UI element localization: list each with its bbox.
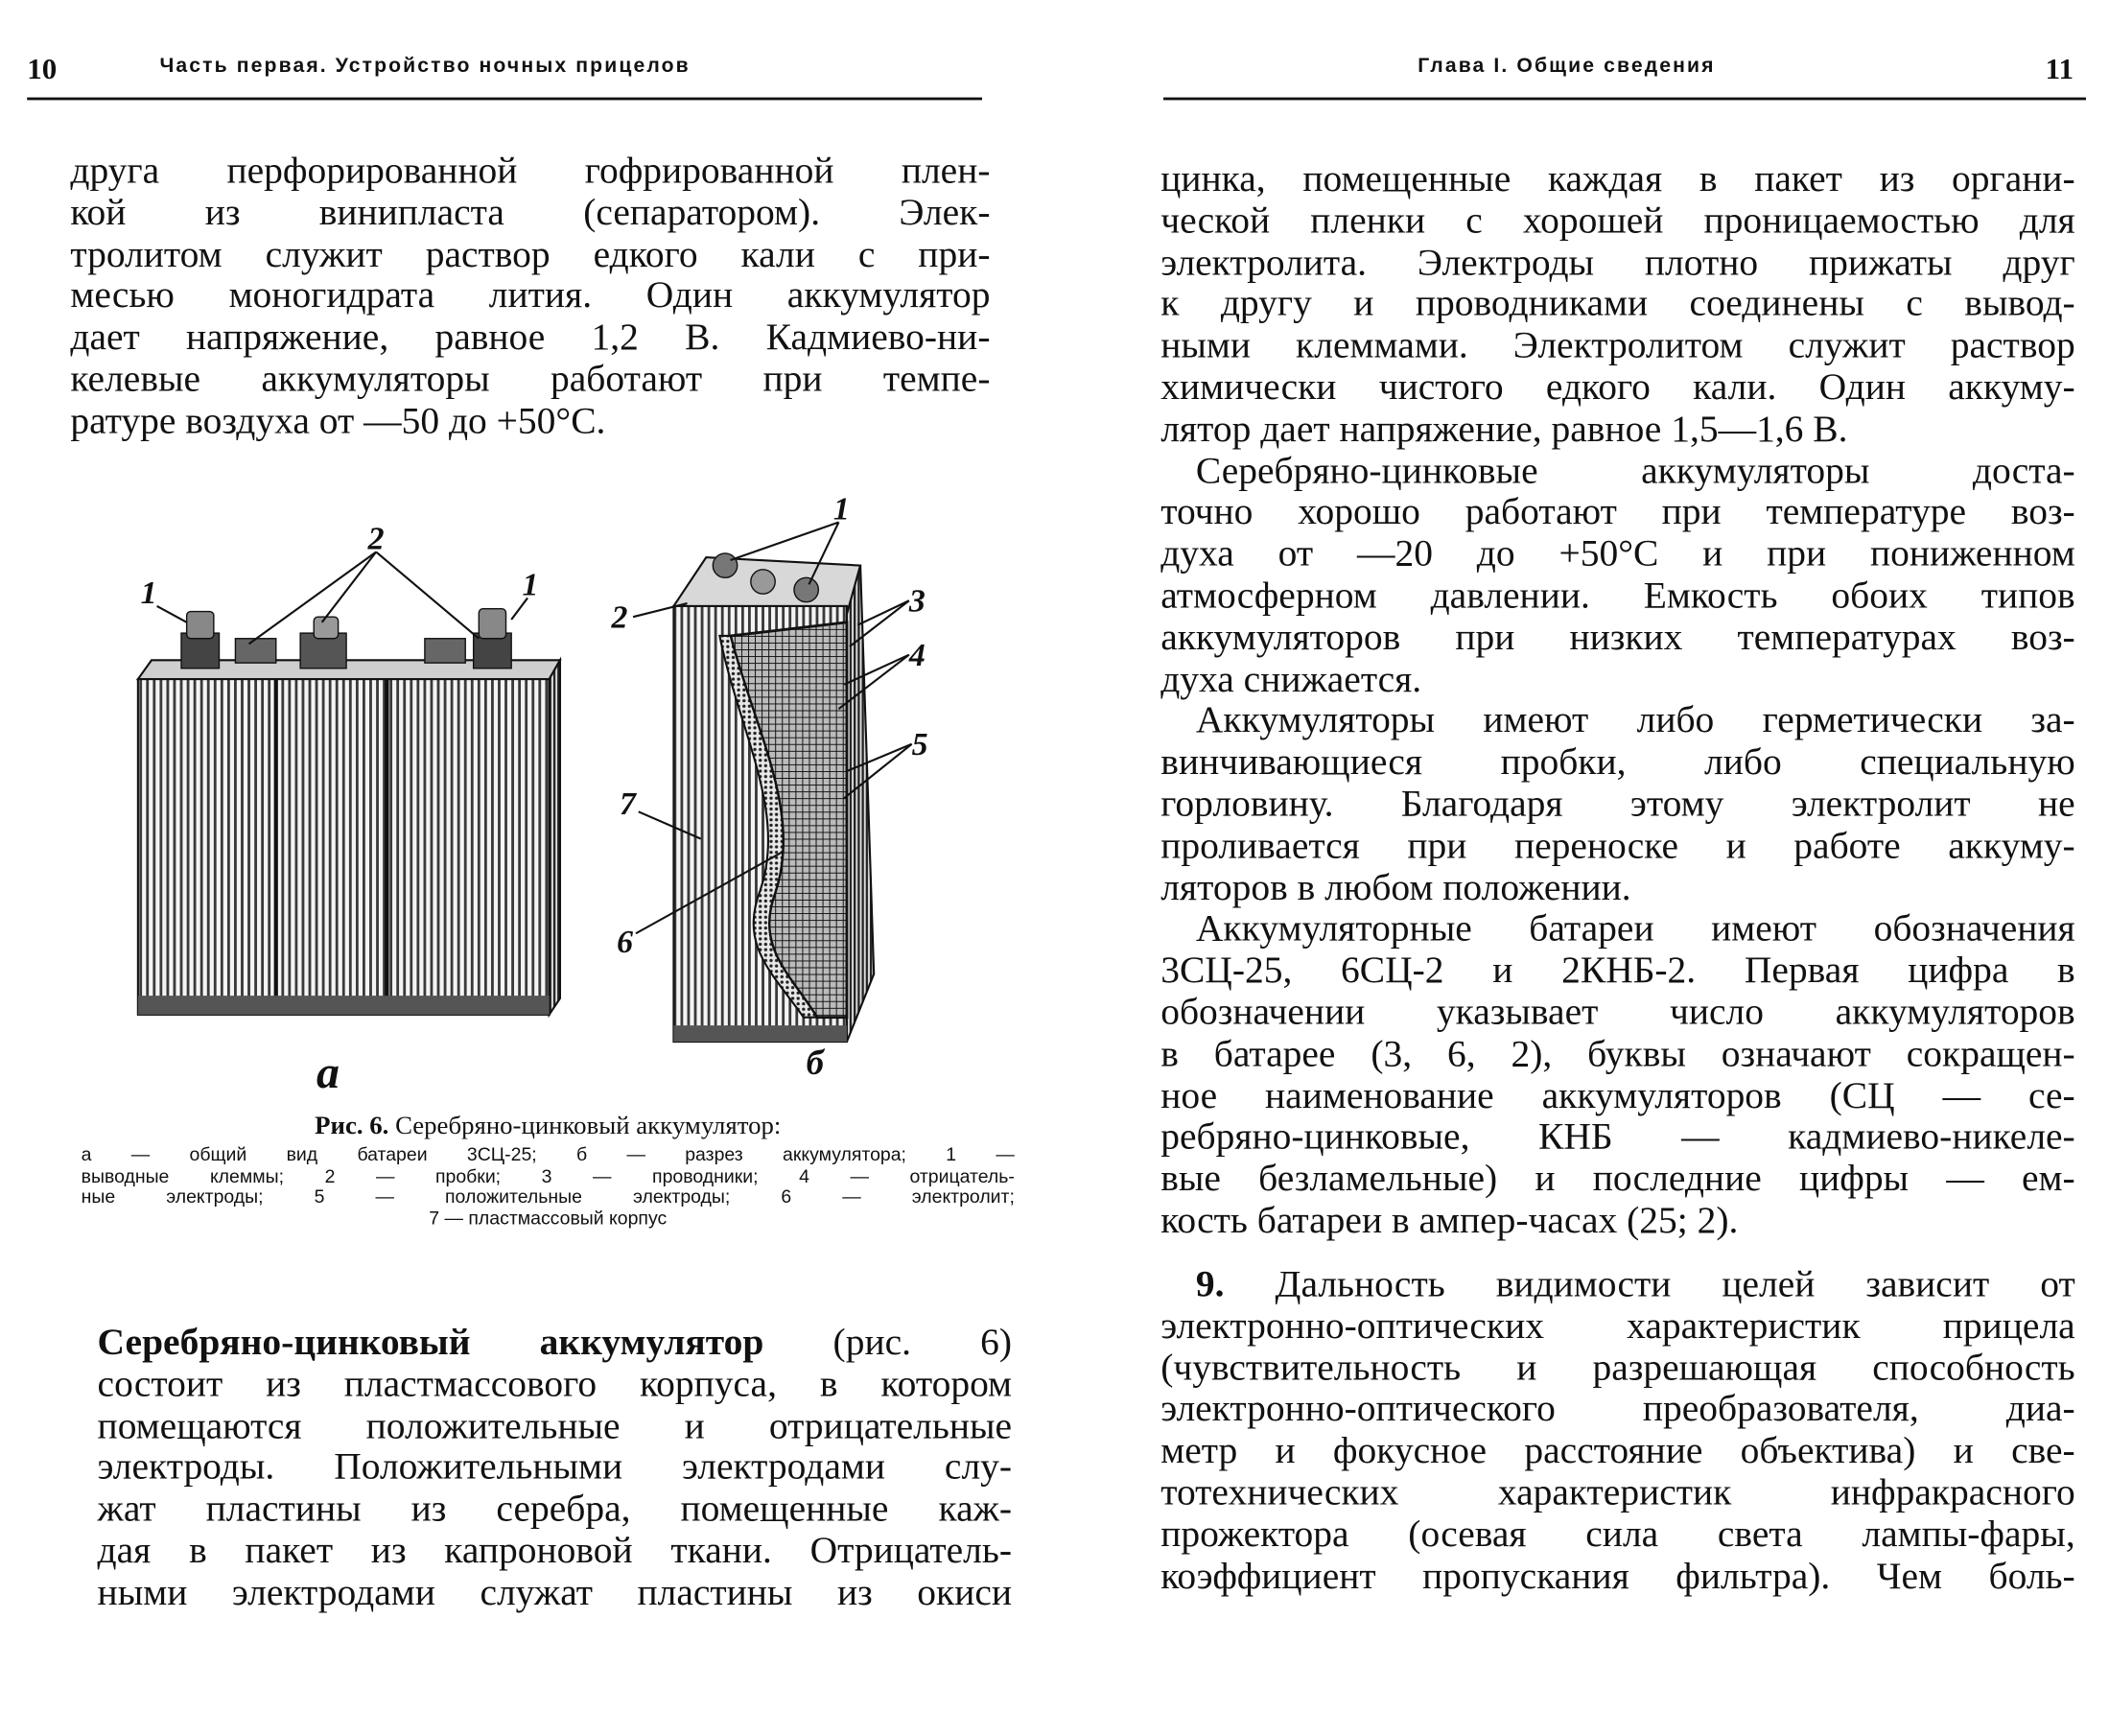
label-negative-electrodes: 4 — [908, 637, 926, 673]
right-text-line: духа от —20 до +50°С и при пониженном — [1160, 532, 2075, 575]
right-page-number: 11 — [2045, 51, 2074, 85]
paragraph-9-first-line — [1160, 1265, 2074, 1306]
caption-legend — [82, 1144, 1015, 1228]
paragraph-9-line: электронно-оптического преобразователя, диа- — [1160, 1388, 2075, 1431]
right-text-line: химически чистого едкого кали. Один аккуму- — [1160, 366, 2075, 409]
left-top-line: тролитом служит раствор едкого кали с при- — [70, 233, 991, 276]
label-terminal-right: 1 — [522, 567, 539, 603]
caption-legend-line: выводные клеммы; 2 — пробки; 3 — проводники; 4 — отрицатель- — [81, 1165, 1015, 1186]
right-text-line: ребряно-цинковые, КНБ — кадмиево-никеле- — [1160, 1116, 2075, 1159]
right-text-line: горловину. Благодаря этому электролит не — [1160, 783, 2075, 826]
left-bottom-line: электроды. Положительными электродами слу- — [97, 1446, 1013, 1490]
right-text-line: ческой пленки с хорошей проницаемостью для — [1160, 199, 2075, 243]
right-text-line: винчивающиеся пробки, либо специальную — [1160, 741, 2075, 784]
right-text-line: точно хорошо работают при температуре воз- — [1160, 491, 2075, 534]
label-terminal-section: 1 — [832, 491, 850, 528]
left-top-line: месью моногидрата лития. Один аккумулятор — [70, 274, 991, 317]
caption-legend-line: 7 — пластмассовый корпус — [429, 1207, 668, 1229]
right-text-line: 3СЦ-25, 6СЦ-2 и 2КНБ-2. Первая цифра в — [1160, 950, 2075, 993]
figure-caption — [82, 1112, 1015, 1228]
left-bottom-line: дая в пакет из капроновой ткани. Отрицатель- — [97, 1530, 1013, 1572]
battery-general-view — [138, 609, 560, 1015]
label-plugs: 2 — [367, 521, 385, 557]
right-text-line: в батарее (3, 6, 2), буквы означают сокращен- — [1160, 1033, 2075, 1075]
paragraph-9-lines — [1160, 1306, 2074, 1598]
label-case: 7 — [620, 786, 636, 823]
left-bottom-line: жат пластины из серебра, помещенные каж- — [97, 1488, 1013, 1531]
caption-title-text: Серебряно-цинковый аккумулятор: — [395, 1112, 782, 1141]
label-electrolyte: 6 — [617, 924, 634, 960]
left-bottom-line: ными электродами служат пластины из окиси — [97, 1571, 1013, 1614]
left-bottom-line: помещаются положительные и отрицательные — [97, 1404, 1013, 1447]
label-view-b: б — [806, 1042, 824, 1082]
paragraph-9-line: прожектора (осевая сила света лампы-фары, — [1160, 1513, 2075, 1556]
left-top-line: ратуре воздуха от —50 до +50°С. — [70, 400, 606, 442]
caption-legend-line: ные электроды; 5 — положительные электроды; 6 — электролит; — [81, 1186, 1015, 1208]
right-text-line: лятор дает напряжение, равное 1,5—1,6 В. — [1160, 408, 1848, 451]
right-text-line: кость батареи в ампер-часах (25; 2). — [1160, 1200, 1739, 1242]
left-page-number: 10 — [27, 51, 58, 85]
left-running-head: Часть первая. Устройство ночных прицелов — [159, 54, 691, 78]
label-plug-section: 2 — [611, 599, 628, 636]
label-positive-electrodes: 5 — [911, 727, 928, 763]
paragraph-9-line: метр и фокусное расстояние объектива) и све- — [1160, 1430, 2075, 1472]
right-text-line: цинка, помещенные каждая в пакет из органи- — [1160, 158, 2075, 200]
figure-reference: (рис. 6) — [832, 1322, 1013, 1364]
paragraph-9-line: (чувствительность и разрешающая способность — [1160, 1347, 2075, 1390]
paragraph-9-line: тотехнических характеристик инфракрасного — [1160, 1471, 2075, 1514]
left-top-line: друга перфорированной гофрированной плен- — [70, 150, 991, 193]
left-bottom-line: состоит из пластмассового корпуса, в котором — [97, 1363, 1013, 1406]
term-silver-zinc-battery: Серебряно-цинковый аккумулятор — [97, 1322, 764, 1364]
battery-figure — [119, 487, 998, 1090]
label-view-a: а — [316, 1047, 340, 1090]
right-text-line: Аккумуляторы имеют либо герметически за- — [1195, 699, 2075, 742]
paragraph-9-first-text: Дальность видимости целей зависит от — [1275, 1263, 2075, 1306]
left-header-rule — [27, 98, 982, 101]
right-text-line: духа снижается. — [1160, 658, 1422, 701]
right-page-body — [1160, 159, 2074, 1242]
right-text-line: вые безламельные) и последние цифры — ем- — [1160, 1158, 2075, 1201]
right-text-line: аккумуляторов при низких температурах воз- — [1160, 616, 2075, 659]
right-text-line: Аккумуляторные батареи имеют обозначения — [1195, 907, 2075, 950]
right-text-line: ное наименование аккумуляторов (СЦ — се- — [1160, 1074, 2075, 1117]
left-top-line: кой из винипласта (сепаратором). Элек- — [70, 192, 991, 234]
left-top-line: келевые аккумуляторы работают при темпе- — [70, 358, 991, 401]
label-terminal-left: 1 — [140, 575, 157, 612]
right-text-line: ляторов в любом положении. — [1160, 866, 1631, 909]
paragraph-9 — [1160, 1265, 2074, 1599]
right-text-line: ными клеммами. Электролитом служит раствор — [1160, 324, 2075, 367]
label-conductors: 3 — [908, 583, 926, 620]
right-text-line: к другу и проводниками соединены с вывод- — [1160, 283, 2075, 326]
right-text-line: проливается при переноске и работе аккуму- — [1160, 825, 2075, 867]
left-top-paragraph — [70, 152, 990, 443]
paragraph-9-number: 9. — [1195, 1263, 1225, 1306]
caption-title — [82, 1112, 1015, 1144]
paragraph-9-line: коэффициент пропускания фильтра). Чем боль- — [1160, 1555, 2075, 1598]
right-text-line: обозначении указывает число аккумуляторов — [1160, 991, 2075, 1034]
right-text-line: Серебряно-цинковые аккумуляторы доста- — [1195, 450, 2075, 492]
caption-figure-number: Рис. 6. — [315, 1112, 389, 1141]
left-top-line: дает напряжение, равное 1,2 В. Кадмиево-ни- — [70, 317, 991, 360]
caption-legend-line: а — общий вид батареи 3СЦ-25; б — разрез аккумулятора; 1 — — [81, 1144, 1015, 1165]
right-text-line: атмосферном давлении. Емкость обоих типов — [1160, 575, 2075, 618]
left-bottom-paragraph — [98, 1323, 1012, 1614]
right-running-head: Глава I. Общие сведения — [1418, 54, 1716, 78]
left-bottom-first-line — [98, 1323, 1012, 1364]
paragraph-9-line: электронно-оптических характеристик прицела — [1160, 1304, 2075, 1348]
right-text-line: электролита. Электроды плотно прижаты друг — [1160, 241, 2075, 284]
right-header-rule — [1163, 98, 2086, 101]
